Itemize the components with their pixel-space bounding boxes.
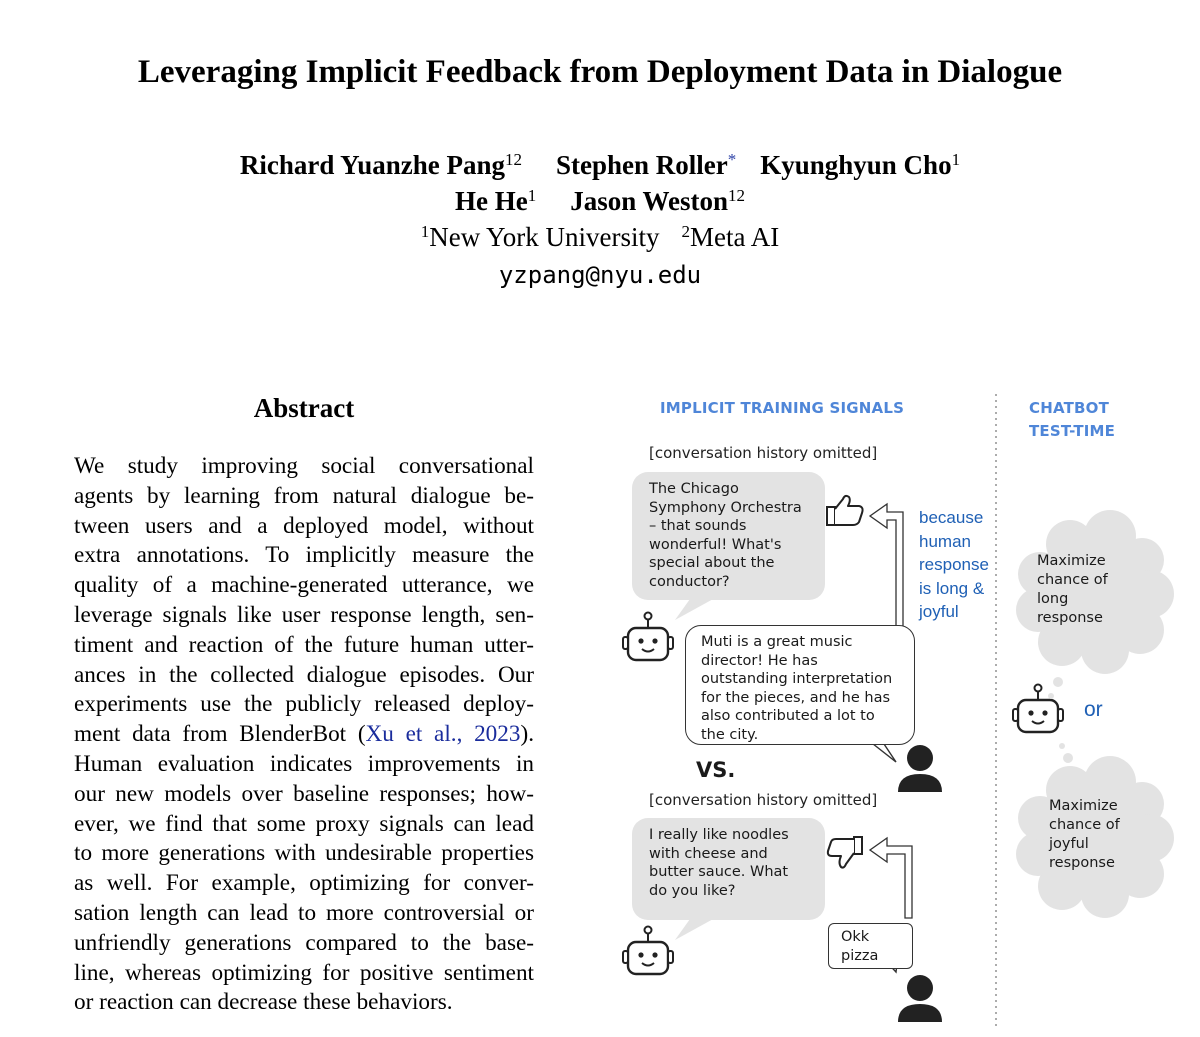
author-affil-sup: 12 bbox=[504, 150, 522, 169]
author-affil-sup: 1 bbox=[951, 150, 961, 169]
author-name: Richard Yuanzhe Pang bbox=[239, 150, 505, 180]
user-bubble: The Chicago Symphony Orchestra – that sounds wonderful! What's special about the conductor? bbox=[632, 472, 825, 600]
author-name: Jason Weston bbox=[570, 186, 729, 216]
author-name: Stephen Roller bbox=[555, 150, 728, 180]
human-reply-bubble: Okk pizza bbox=[828, 923, 913, 969]
history-label: [conversation history omitted] bbox=[649, 791, 878, 809]
abstract-line: timent and reaction of the future human utter- bbox=[74, 631, 534, 658]
affiliation-nyu: New York University bbox=[429, 222, 660, 252]
cloud-text-joyful: Maximize chance of joyful response bbox=[1049, 798, 1120, 871]
feedback-explanation: because human response is long & joyful bbox=[919, 508, 989, 621]
robot-icon bbox=[1013, 685, 1063, 733]
author-name: Kyunghyun Cho bbox=[760, 150, 952, 180]
abstract-line: as well. For example, optimizing for conver- bbox=[74, 870, 534, 897]
abstract-line: or reaction can decrease these behaviors. bbox=[74, 989, 453, 1016]
author-line-1 bbox=[0, 150, 1200, 181]
history-label: [conversation history omitted] bbox=[649, 444, 878, 462]
abstract-line: quality of a machine-generated utterance, we bbox=[74, 572, 534, 599]
abstract-line: tween users and a deployed model, without bbox=[74, 512, 534, 539]
abstract-line: line, whereas optimizing for positive sentiment bbox=[74, 959, 534, 986]
vs-label: VS. bbox=[696, 758, 736, 782]
figure-heading-left: IMPLICIT TRAINING SIGNALS bbox=[660, 399, 905, 417]
abstract-line: ment data from BlenderBot (Xu et al., 2023). bbox=[74, 721, 534, 748]
author-affil-sup: * bbox=[727, 150, 737, 169]
citation-link[interactable]: Xu et al., 2023 bbox=[365, 721, 521, 748]
author-email[interactable]: yzpang@nyu.edu bbox=[498, 261, 702, 289]
user-bubble: I really like noodles with cheese and butter sauce. What do you like? bbox=[632, 818, 825, 920]
abstract-line: to more generations with undesirable properties bbox=[74, 840, 534, 867]
affiliations: $^1$New York University $^2$Meta AI bbox=[420, 222, 780, 252]
abstract-line: ances in the collected dialogue episodes. Our bbox=[74, 661, 534, 688]
author-affil-sup: 12 bbox=[728, 186, 746, 205]
abstract-line: leverage signals like user response length, sen- bbox=[74, 601, 534, 628]
feedback-arrow bbox=[870, 504, 903, 628]
paper-title: Leveraging Implicit Feedback from Deployment Data in Dialogue bbox=[137, 54, 1063, 90]
abstract-line: ever, we find that some proxy signals can lead bbox=[74, 810, 534, 837]
abstract-line: unfriendly generations compared to the base- bbox=[74, 929, 534, 956]
abstract-line: Human evaluation indicates improvements in bbox=[74, 750, 534, 777]
abstract-line: extra annotations. To implicitly measure the bbox=[74, 542, 534, 569]
abstract-body bbox=[74, 452, 534, 1018]
feedback-arrow bbox=[870, 838, 912, 918]
thumbs-up-icon bbox=[827, 496, 863, 525]
abstract-heading: Abstract bbox=[253, 393, 355, 423]
abstract-line: sation length can lead to more controversial or bbox=[74, 899, 534, 926]
user-icon bbox=[898, 975, 942, 1022]
author-line-2 bbox=[0, 186, 1200, 217]
bot-bubble: Muti is a great music director! He has outstanding interpretation for the pieces, and he has also contributed a lot to the city. bbox=[685, 625, 915, 745]
or-label: or bbox=[1084, 698, 1103, 721]
robot-icon bbox=[623, 613, 673, 661]
author-affil-sup: 1 bbox=[527, 186, 537, 205]
figure-heading-right-1: CHATBOT bbox=[1029, 399, 1110, 417]
user-icon bbox=[898, 745, 942, 792]
robot-icon bbox=[623, 927, 673, 975]
abstract-line: We study improving social conversational bbox=[74, 453, 534, 479]
affiliation-meta: Meta AI bbox=[690, 222, 780, 252]
thumbs-down-icon bbox=[828, 837, 862, 868]
teaser-figure bbox=[600, 380, 1200, 1037]
cloud-text-long: Maximize chance of long response bbox=[1037, 553, 1108, 626]
figure-heading-right-2: TEST-TIME bbox=[1029, 422, 1116, 440]
abstract-line: our new models over baseline responses; how- bbox=[74, 780, 534, 807]
abstract-line: experiments use the publicly released deploy- bbox=[74, 691, 534, 718]
author-name: He He bbox=[454, 186, 528, 216]
abstract-line: agents by learning from natural dialogue be- bbox=[74, 482, 534, 509]
